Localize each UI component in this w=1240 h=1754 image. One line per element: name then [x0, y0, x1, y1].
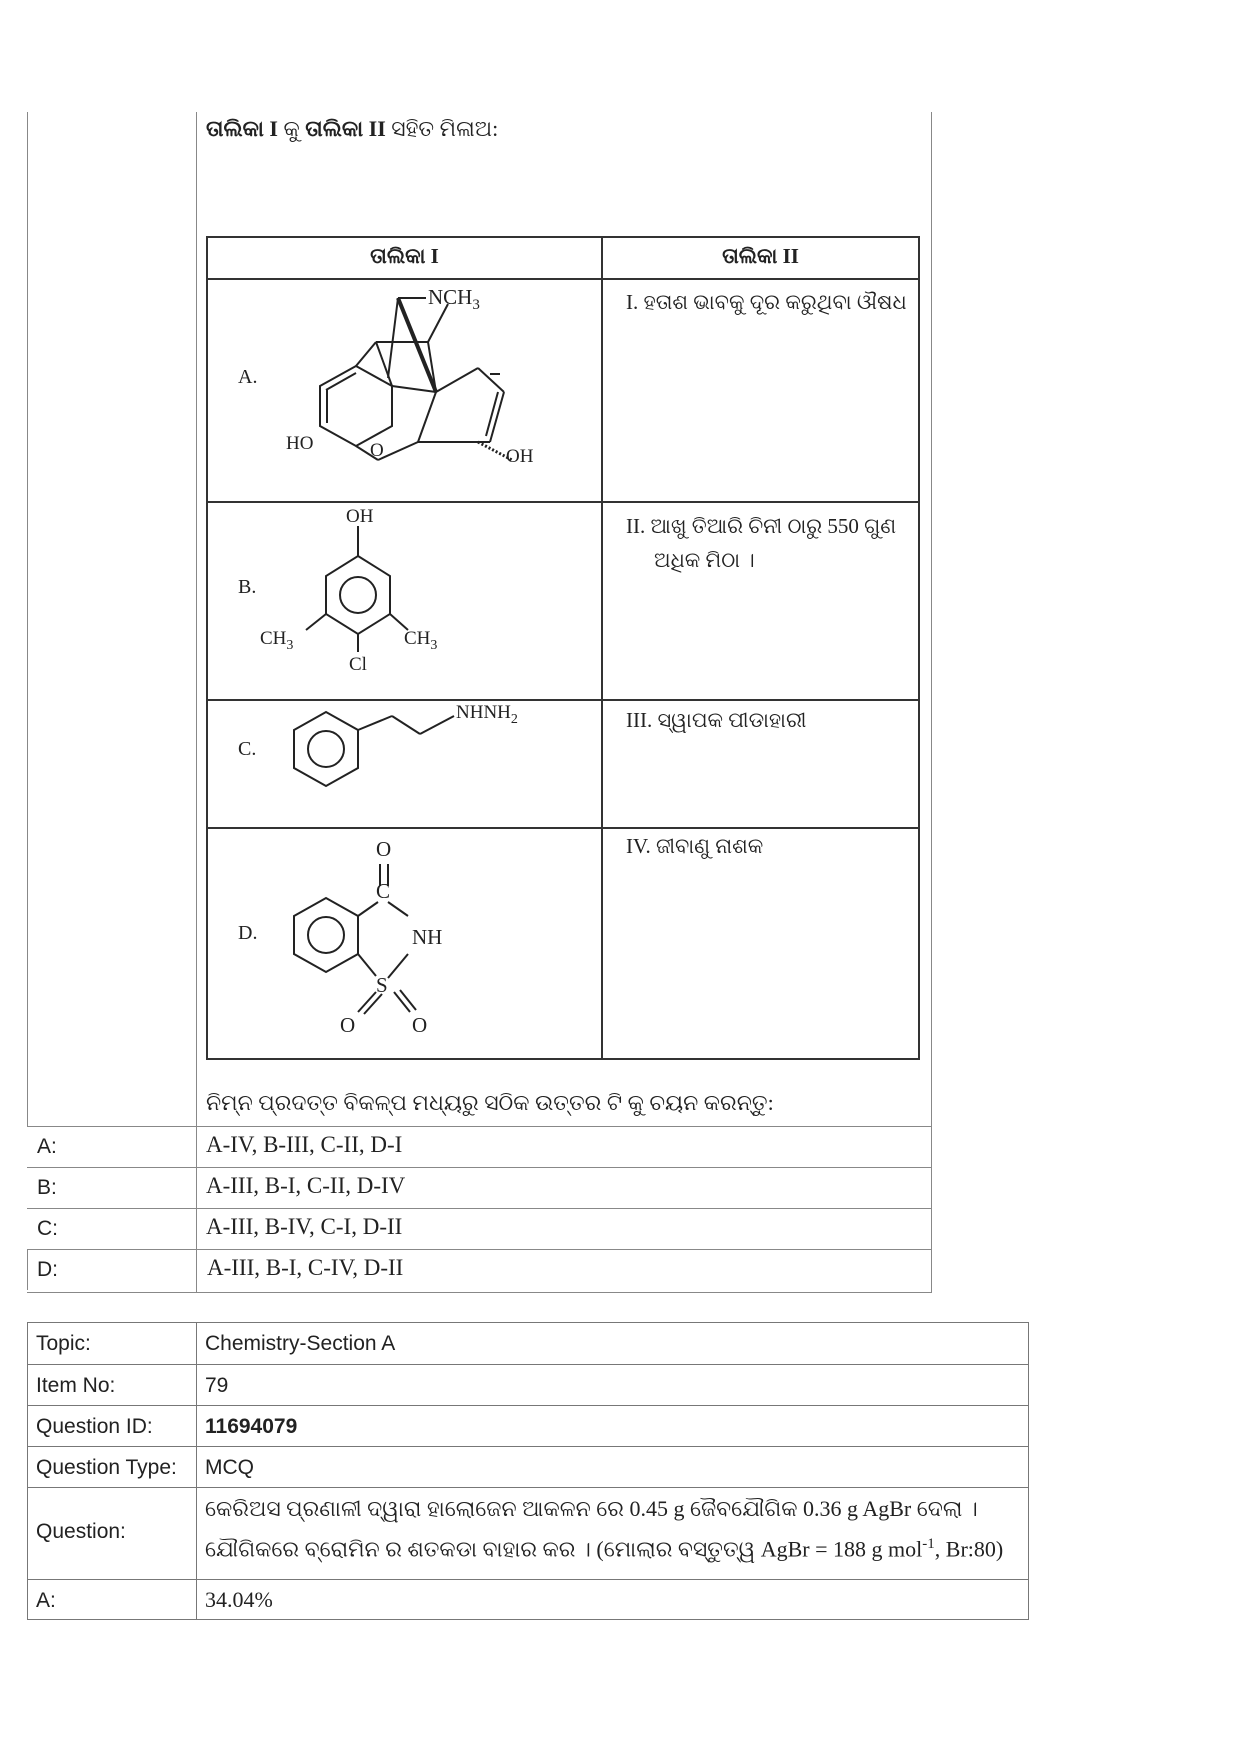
option-row-a [27, 1126, 931, 1167]
info-row-item [28, 1364, 1028, 1405]
question-line2-b: , Br:80) [934, 1536, 1004, 1562]
a-oh-text: OH [506, 446, 534, 467]
intro-text1: କୁ [277, 116, 306, 141]
row-b-desc-cont: ଅଧିକ ମିଠା । [654, 548, 755, 572]
a-ho-text: HO [286, 433, 314, 454]
qid-value: 11694079 [205, 1415, 298, 1438]
option-b-label: B: [37, 1176, 57, 1199]
row-a-label: A. [238, 366, 258, 388]
question-info-table [27, 1322, 1029, 1620]
row-b-desc: II. ଆଖୁ ତିଆରି ଚିନୀ ଠାରୁ 550 ଗୁଣ [626, 514, 897, 538]
qtype-value: MCQ [205, 1456, 254, 1479]
block-column-divider [196, 112, 197, 1292]
option-b-value: A-III, B-I, C-II, D-IV [206, 1173, 406, 1198]
row-c-label: C. [238, 738, 257, 760]
answer-a-label: A: [36, 1589, 56, 1612]
d-o-top-text: O [376, 837, 392, 861]
option-row-d [27, 1249, 931, 1290]
a-o-text: O [370, 440, 384, 461]
b-cl-text: Cl [349, 654, 367, 675]
intro-list2: ତାଲିକା II [305, 116, 386, 141]
option-c-value: A-III, B-IV, C-I, D-II [206, 1214, 403, 1239]
option-row-c [27, 1208, 931, 1249]
question-line2 [205, 1536, 1003, 1562]
answer-a-value: 34.04% [205, 1587, 273, 1612]
intro-text2: ସହିତ ମିଳାଅ: [385, 116, 499, 141]
structure-c-phenelzine [258, 700, 548, 826]
intro-list1: ତାଲିକା I [206, 116, 278, 141]
topic-label: Topic: [36, 1332, 91, 1355]
row-b-label: B. [238, 576, 257, 598]
c-nhnh2-text: $NHNH_2$ [456, 702, 518, 727]
option-d-value: A-III, B-I, C-IV, D-II [207, 1255, 404, 1280]
structure-d-saccharin [258, 828, 518, 1058]
block-left-border [27, 112, 28, 1126]
b-ch3-left-text: $CH_3$ [260, 628, 294, 653]
column-head-list1: ତାଲିକା I [370, 244, 439, 268]
option-a-label: A: [37, 1135, 57, 1158]
question-superscript: -1 [922, 1536, 935, 1552]
info-row-question [28, 1487, 1028, 1579]
topic-value: Chemistry-Section A [205, 1332, 396, 1355]
row-d-label: D. [238, 922, 258, 944]
option-c-label: C: [37, 1217, 58, 1240]
item-label: Item No: [36, 1374, 116, 1397]
d-o-right-text: O [412, 1013, 428, 1037]
question-intro [206, 116, 498, 142]
match-table-header-line [208, 278, 918, 280]
info-row-qid [28, 1405, 1028, 1446]
d-nh-text: NH [412, 925, 443, 949]
info-row-topic [28, 1323, 1028, 1364]
row-a-desc: I. ହତାଶ ଭାବକୁ ଦୂର କରୁଥିବା ଔଷଧ [626, 290, 907, 314]
qtype-label: Question Type: [36, 1456, 177, 1479]
info-row-answer-a [28, 1579, 1028, 1620]
question-label: Question: [36, 1520, 126, 1543]
info-row-qtype [28, 1446, 1028, 1487]
qid-label: Question ID: [36, 1415, 153, 1438]
match-table [206, 236, 920, 1060]
b-oh-text: OH [346, 506, 374, 527]
structure-b-chloroxylenol [258, 500, 458, 698]
option-row-b [27, 1167, 931, 1208]
b-ch3-right-text: $CH_3$ [404, 628, 438, 653]
column-head-list2: ତାଲିକା II [722, 244, 799, 268]
a-nch3-text: $NCH_3$ [428, 285, 480, 313]
question-instruction: ନିମ୍ନ ପ୍ରଦତ୍ତ ବିକଳ୍ପ ମଧ୍ୟରୁ ସଠିକ ଉତ୍ତର ଟି କୁ ଚୟନ କରନ୍ତୁ: [206, 1090, 774, 1115]
question-line2-a: ଯୌଗିକରେ ବ୍ରୋମିନ ର ଶତକଡା ବାହାର କର । (ମୋଲାର ବସ୍ତୁତ୍ୱ AgBr = 188 g mol [205, 1536, 923, 1562]
item-value: 79 [205, 1374, 229, 1397]
d-c-text: C [376, 879, 391, 903]
d-s-text: S [376, 973, 388, 997]
question-line1: କେରିଅସ ପ୍ରଣାଳୀ ଦ୍ୱାରା ହାଲୋଜେନ ଆକଳନ ରେ 0.45 g ଜୈବଯୌଗିକ 0.36 g AgBr ଦେଲା । [205, 1496, 978, 1521]
option-d-label: D: [37, 1258, 58, 1281]
row-d-desc: IV. ଜୀବାଣୁ ନାଶକ [626, 834, 764, 858]
structure-a-morphine [278, 282, 578, 498]
row-c-desc: III. ସ୍ୱାପକ ପୀଡାହାରୀ [626, 708, 807, 732]
match-table-divider [601, 238, 603, 1058]
d-o-left-text: O [340, 1013, 356, 1037]
option-a-value: A-IV, B-III, C-II, D-I [206, 1132, 403, 1157]
